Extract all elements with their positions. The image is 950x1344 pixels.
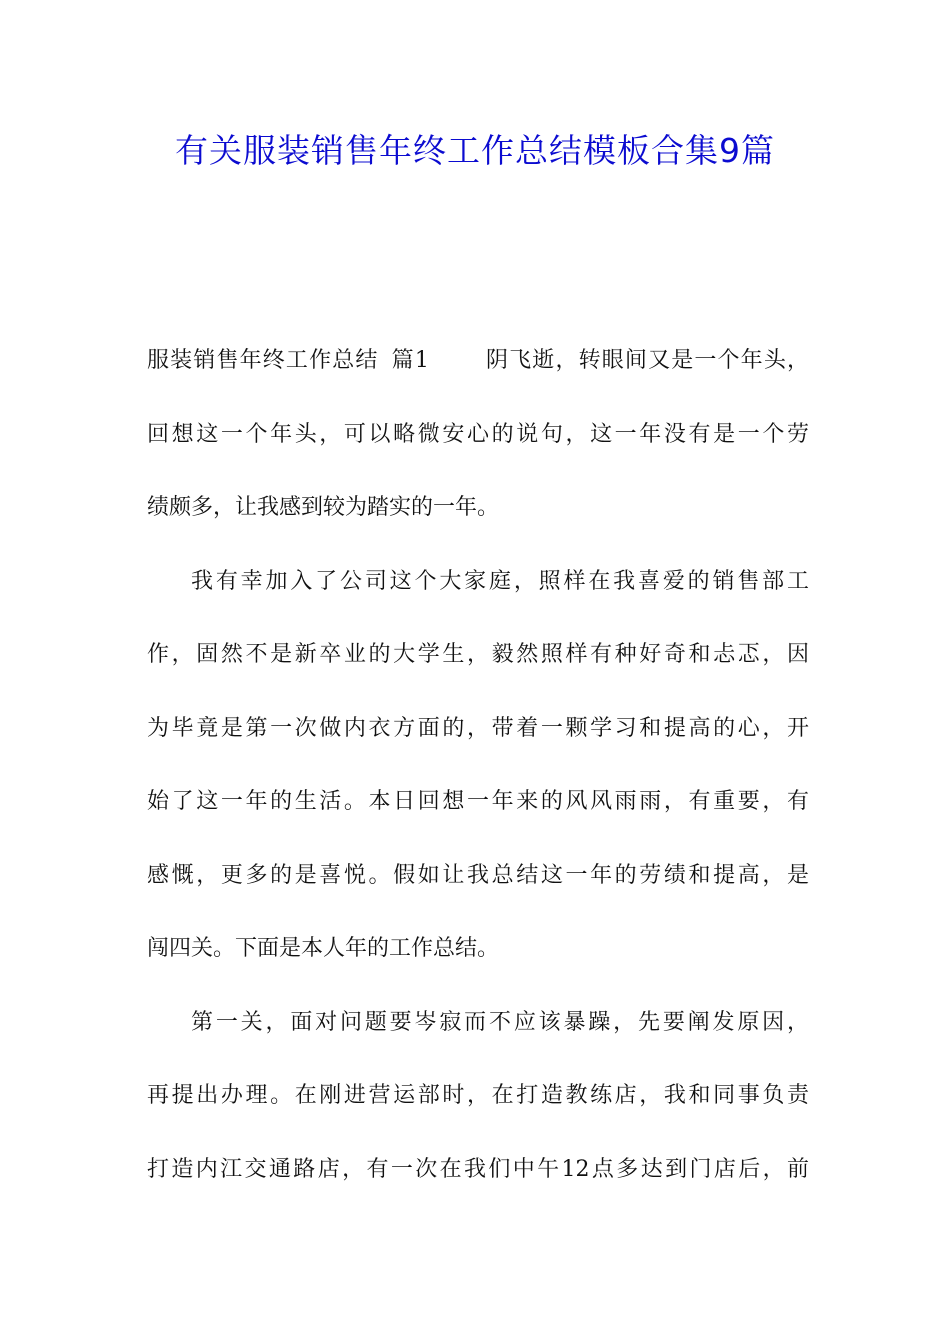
line-text: 阴飞逝，转眼间又是一个年头， [484, 348, 809, 373]
text-line: 我有幸加入了公司这个大家庭，照样在我喜爱的销售部工 [191, 568, 809, 594]
text-line: 打造内江交通路店，有一次在我们中午12点多达到门店后，前 [147, 1156, 809, 1182]
text-line: 回想这一个年头，可以略微安心的说句，这一年没有是一个劳 [147, 421, 809, 447]
text-line: 作，固然不是新卒业的大学生，毅然照样有种好奇和忐忑，因 [147, 642, 809, 667]
text-line: 感慨，更多的是喜悦。假如让我总结这一年的劳绩和提高，是 [147, 862, 809, 888]
text-line: 为毕竟是第一次做内衣方面的，带着一颗学习和提高的心，开 [147, 715, 809, 741]
text-line: 闯四关。下面是本人年的工作总结。 [147, 936, 500, 961]
text-line: 再提出办理。在刚进营运部时，在打造教练店，我和同事负责 [147, 1083, 809, 1108]
text-line: 始了这一年的生活。本日回想一年来的风风雨雨，有重要，有 [147, 789, 809, 814]
text-line: 绩颇多，让我感到较为踏实的一年。 [147, 495, 500, 520]
document-body [147, 330, 809, 1212]
document-title: 有关服装销售年终工作总结模板合集9篇 [175, 131, 775, 170]
text-line: 第一关，面对问题要岑寂而不应该暴躁，先要阐发原因， [191, 1009, 809, 1035]
section-label: 篇1 [390, 348, 429, 373]
text-line [147, 330, 809, 404]
section-heading: 服装销售年终工作总结 [147, 348, 379, 373]
